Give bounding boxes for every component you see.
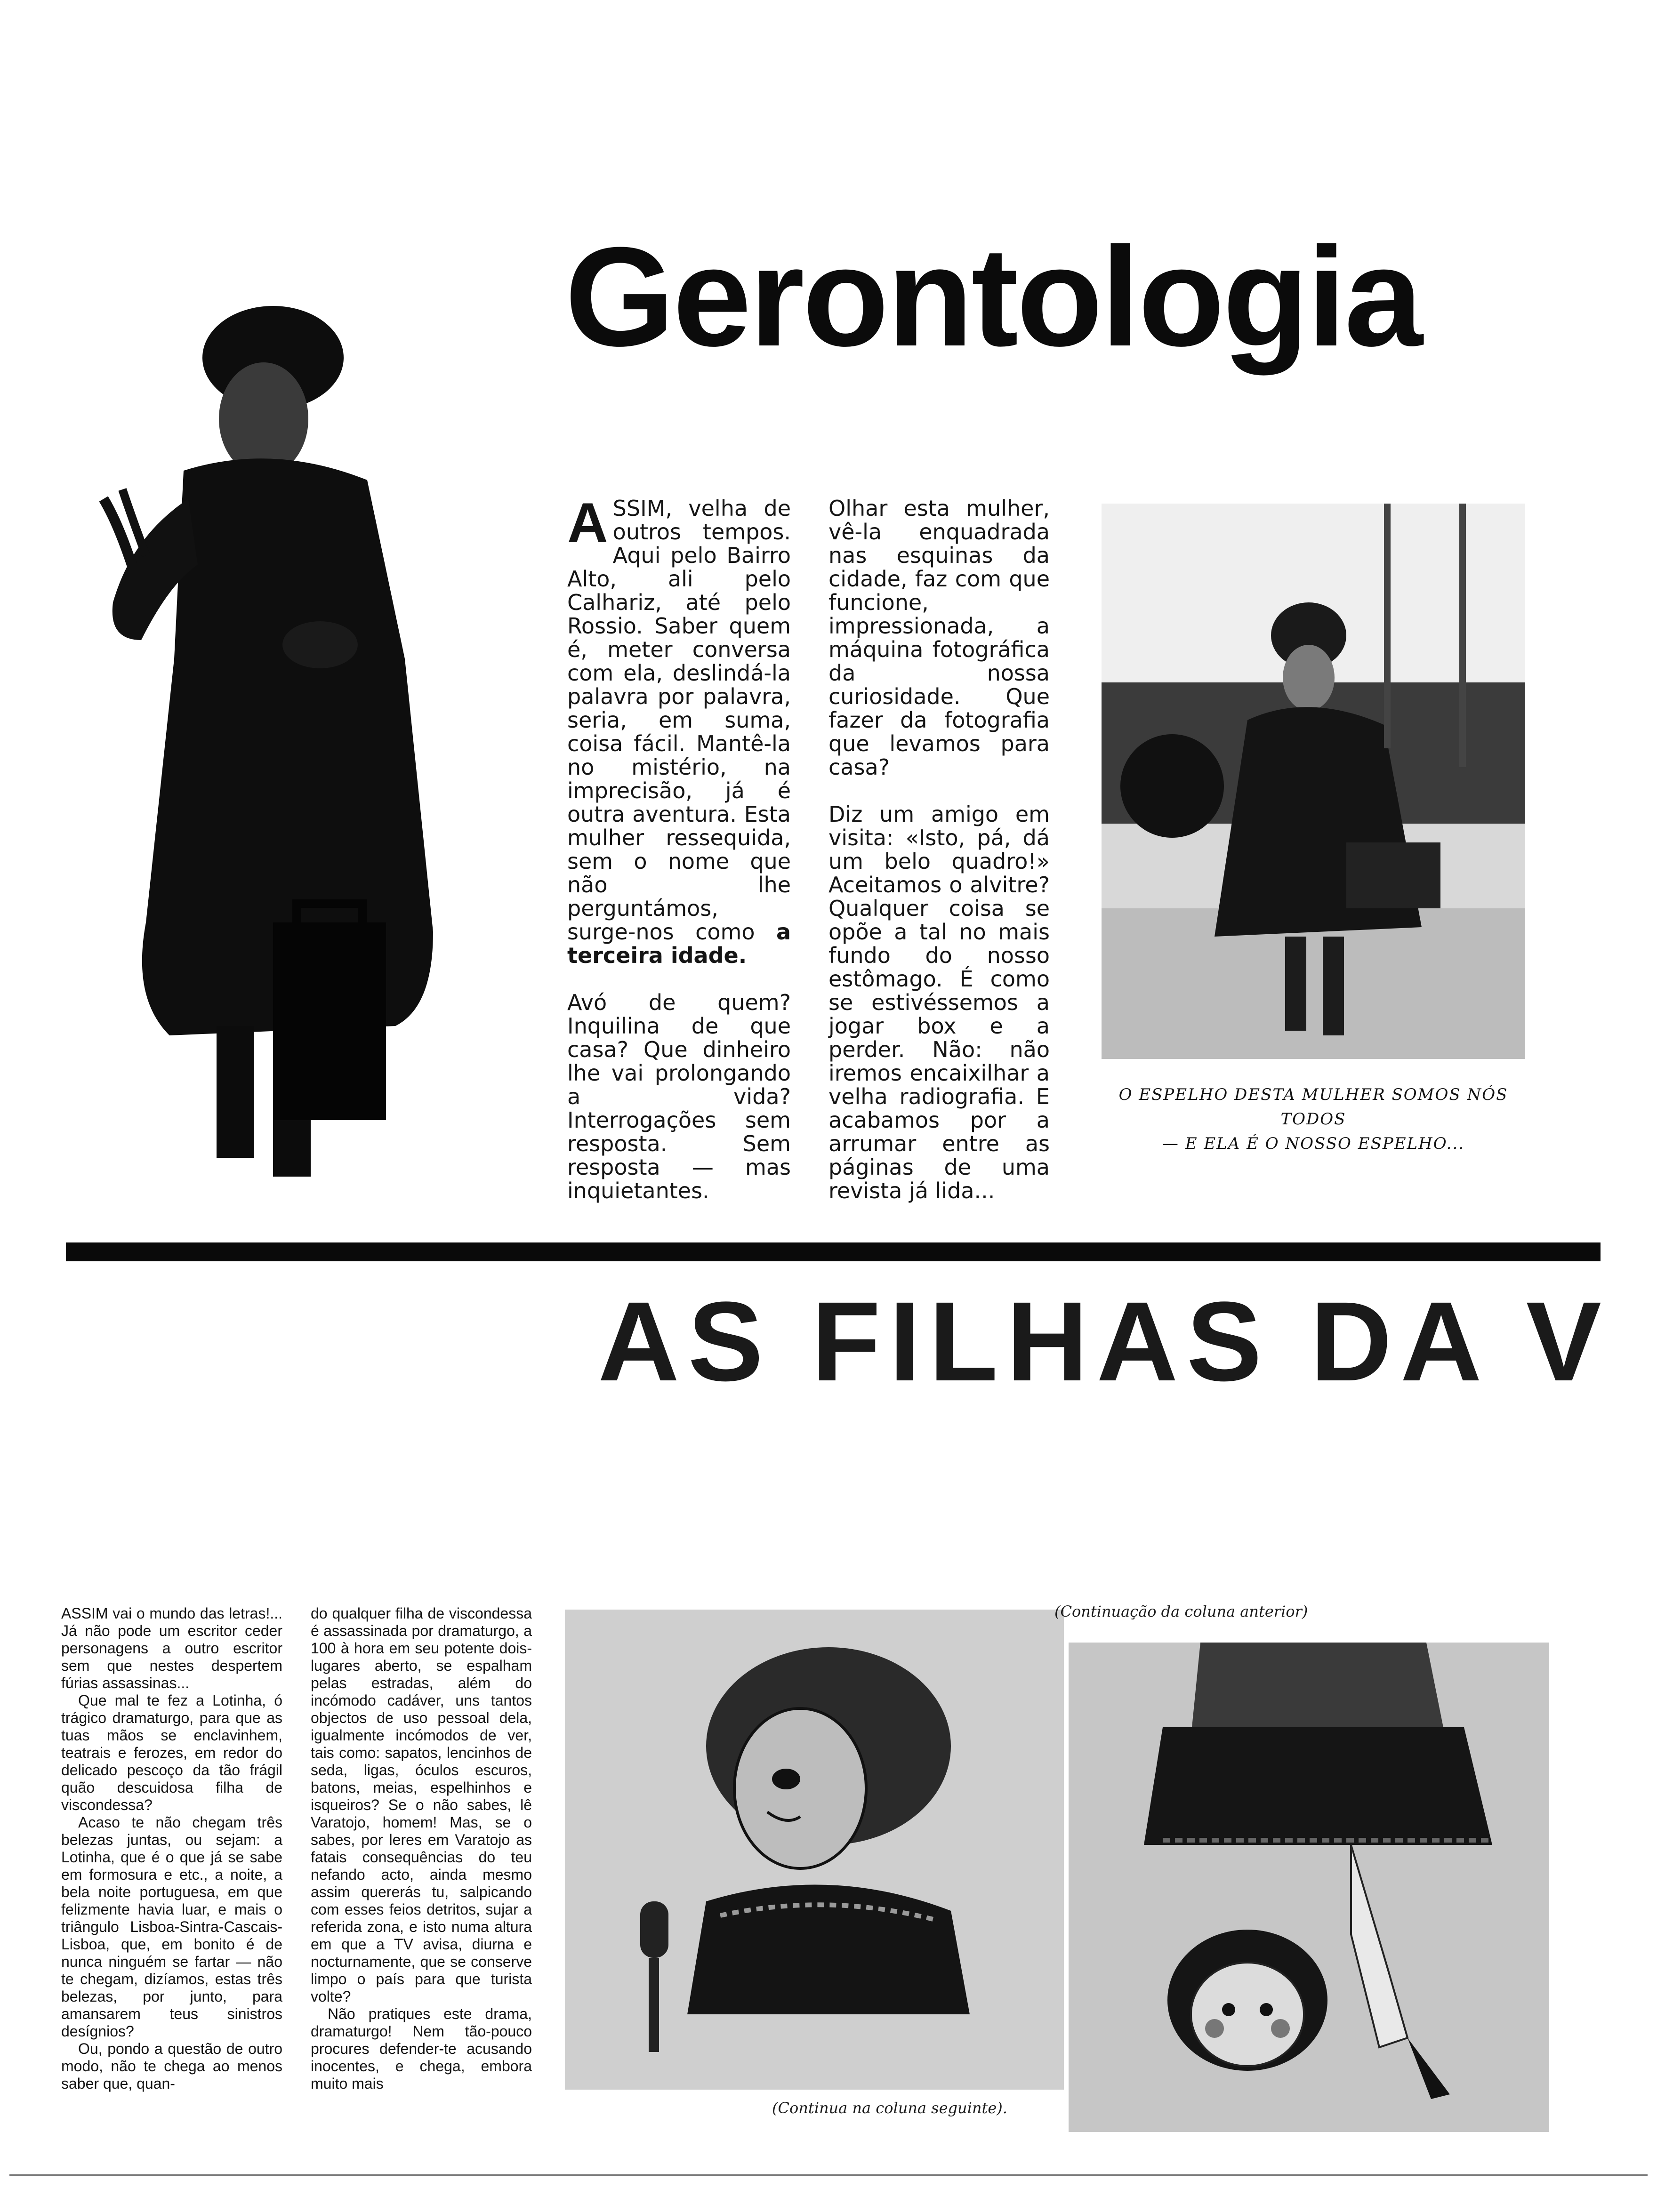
- continuation-label: (Continuação da coluna anterior): [1054, 1603, 1308, 1620]
- article-top-column-2: [828, 497, 1050, 1226]
- bottom-col2-paragraph-2: Não pratiques este drama, dramaturgo! Nem tão-pouco procures defender-te acusando inocentes, e chega, embora muito mais: [311, 2005, 532, 2092]
- col1-bold-phrase: a terceira idade.: [567, 919, 791, 968]
- col2-paragraph-2: Diz um amigo em visita: «Isto, pá, dá um belo quadro!» Aceitamos o alvitre? Qualquer coisa se opõe a tal no mais fundo do nosso estômago. É como se estivéssemos a jogar box e a perder. Não: não iremos encaixilhar a velha radiografia. E acabamos por a arrumar entre as páginas de uma revista já lida...: [828, 801, 1050, 1203]
- continua-bottom: (Continua na coluna seguinte).: [772, 2099, 1007, 2117]
- article-top-column-1: [567, 491, 791, 1226]
- street-photo: [1102, 504, 1525, 1059]
- photo-caption-line-2: — E ELA É O NOSSO ESPELHO...: [1162, 1134, 1465, 1153]
- woman-silhouette-image: [75, 301, 471, 1214]
- illustration-woman-mirror: [565, 1610, 1064, 2090]
- col1-paragraph-2: Avó de quem? Inquilina de que casa? Que dinheiro lhe vai prolongando a vida? Interrogações sem resposta. Sem resposta — mas inquietantes.: [567, 990, 791, 1203]
- second-headline: AS FILHAS DA V: [598, 1278, 1610, 1404]
- bottom-col1-paragraph-2: Que mal te fez a Lotinha, ó trágico dramaturgo, para que as tuas mãos se enclavinhem, teatrais e ferozes, em redor do delicado pescoço da tão frágil quão descuidosa filha de viscondessa?: [61, 1692, 282, 1813]
- footer-rule: [9, 2174, 1648, 2176]
- article-bottom-column-2: [311, 1605, 532, 2092]
- col2-paragraph-1: Olhar esta mulher, vê-la enquadrada nas esquinas da cidade, faz com que funcione, impressionada, a máquina fotográfica da nossa curiosidade. Que fazer da fotografia que levamos para casa?: [828, 496, 1050, 780]
- article-bottom-column-1: [61, 1605, 282, 2092]
- bottom-col2-paragraph-1: do qualquer filha de viscondessa é assassinada por dramaturgo, a 100 à hora em seu potente dois-lugares aberto, se espalham pelas estradas, além do incómodo cadáver, uns tantos objectos de uso pessoal dela, igualmente incómodos de ver, tais como: sapatos, lencinhos de seda, ligas, óculos escuros, batons, meias, espelhinhos e isqueiros? Se o não sabes, lê Varatojo, homem! Mas, se o sabes, por leres em Varatojo as fatais consequências do teu nefando acto, ainda mesmo assim quererás tu, salpicando com esses feios detritos, sujar a referida zona, e isto numa altura em que a TV avisa, diurna e nocturnamente, que se conserve limpo o país para que turista volte?: [311, 1605, 532, 2005]
- section-divider: [66, 1242, 1601, 1261]
- dropcap: A: [567, 491, 608, 554]
- page-title: Gerontologia: [565, 217, 1421, 376]
- bottom-col1-paragraph-4: Ou, pondo a questão de outro modo, não te chega ao menos saber que, quan-: [61, 2040, 282, 2092]
- photo-caption-line-1: O ESPELHO DESTA MULHER SOMOS NÓS TODOS: [1118, 1085, 1508, 1129]
- illustration-skirt-face: [1069, 1643, 1549, 2132]
- bottom-col1-paragraph-1: ASSIM vai o mundo das letras!... Já não pode um escritor ceder personagens a outro escritor sem que nestes despertem fúrias assassinas...: [61, 1605, 282, 1691]
- photo-caption: [1087, 1082, 1539, 1156]
- bottom-col1-paragraph-3: Acaso te não chegam três belezas juntas, ou sejam: a Lotinha, que é o que já se sabe em formosura e etc., a noite, a bela noite portuguesa, em que felizmente havia luar, e mais o triângulo Lisboa-Sintra-Cascais-Lisboa, que, em bonito é de nunca ninguém se fartar — não te chegam, dizíamos, estas três belezas, por junto, para amansarem teus sinistros desígnios?: [61, 1814, 282, 2040]
- col1-paragraph-1: SSIM, velha de outros tempos. Aqui pelo Bairro Alto, ali pelo Calhariz, até pelo Rossio. Saber quem é, meter conversa com ela, deslindá-la palavra por palavra, seria, em suma, coisa fácil. Mantê-la no mistério, na imprecisão, já é outra aventura. Esta mulher ressequida, sem o nome que não lhe perguntámos, surge-nos como: [567, 496, 791, 945]
